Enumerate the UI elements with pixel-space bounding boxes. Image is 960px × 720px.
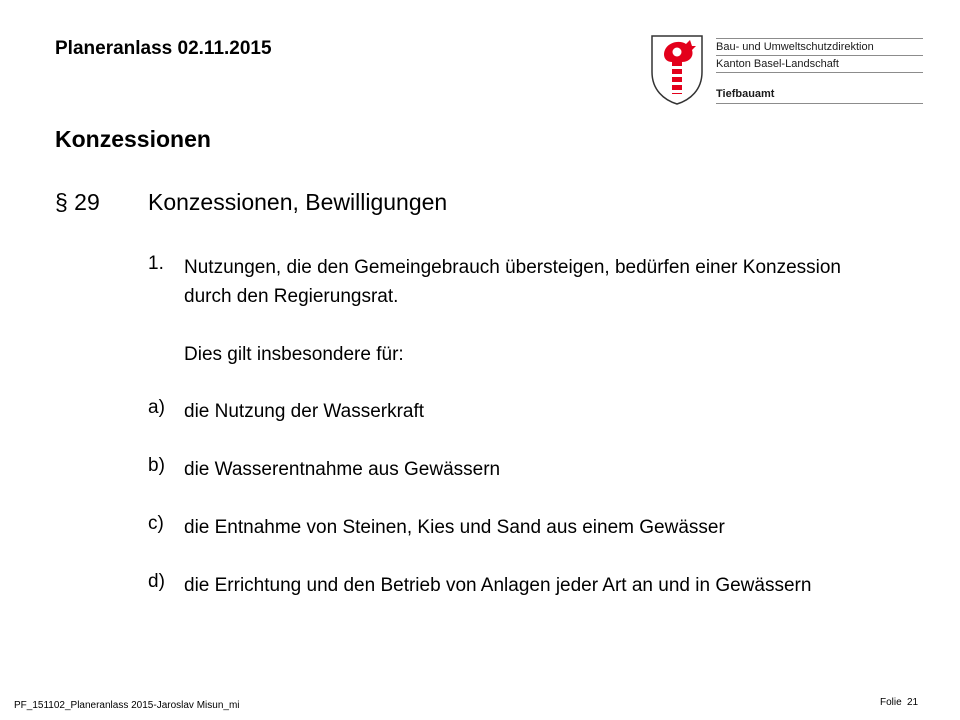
list-item: Nutzungen, die den Gemeingebrauch übersteigen, bedürfen einer Konzession durch den Regierungsrat. xyxy=(184,257,842,307)
footer-document-name: PF_151102_Planeranlass 2015-Jaroslav Misun_mi xyxy=(14,700,240,711)
list-marker: b) xyxy=(148,455,165,476)
org-divider xyxy=(716,55,923,56)
basel-landschaft-crest-icon xyxy=(648,32,706,106)
org-divider xyxy=(716,72,923,73)
list-marker: d) xyxy=(148,571,165,592)
list-item: die Entnahme von Steinen, Kies und Sand aus einem Gewässer xyxy=(184,517,725,538)
footer-slide-label: Folie xyxy=(880,697,902,708)
org-office: Tiefbauamt xyxy=(716,88,775,100)
list-item: die Wasserentnahme aus Gewässern xyxy=(184,459,501,480)
org-department: Bau- und Umweltschutzdirektion xyxy=(716,41,874,53)
paragraph-number: § 29 xyxy=(55,189,100,215)
list-item: die Errichtung und den Betrieb von Anlagen jeder Art an und in Gewässern xyxy=(184,575,812,596)
list-marker: 1. xyxy=(148,253,164,274)
slide-header-title: Planeranlass 02.11.2015 xyxy=(55,38,272,59)
section-title: Konzessionen xyxy=(55,126,211,152)
org-divider xyxy=(716,103,923,104)
list-marker: c) xyxy=(148,513,164,534)
paragraph-title: Konzessionen, Bewilligungen xyxy=(148,189,448,215)
footer-page-number: 21 xyxy=(907,697,919,708)
list-item: Dies gilt insbesondere für: xyxy=(184,344,404,365)
organization-logo xyxy=(648,32,928,112)
list-marker: a) xyxy=(148,397,165,418)
list-item: die Nutzung der Wasserkraft xyxy=(184,401,425,422)
org-divider xyxy=(716,38,923,39)
org-canton: Kanton Basel-Landschaft xyxy=(716,58,839,70)
